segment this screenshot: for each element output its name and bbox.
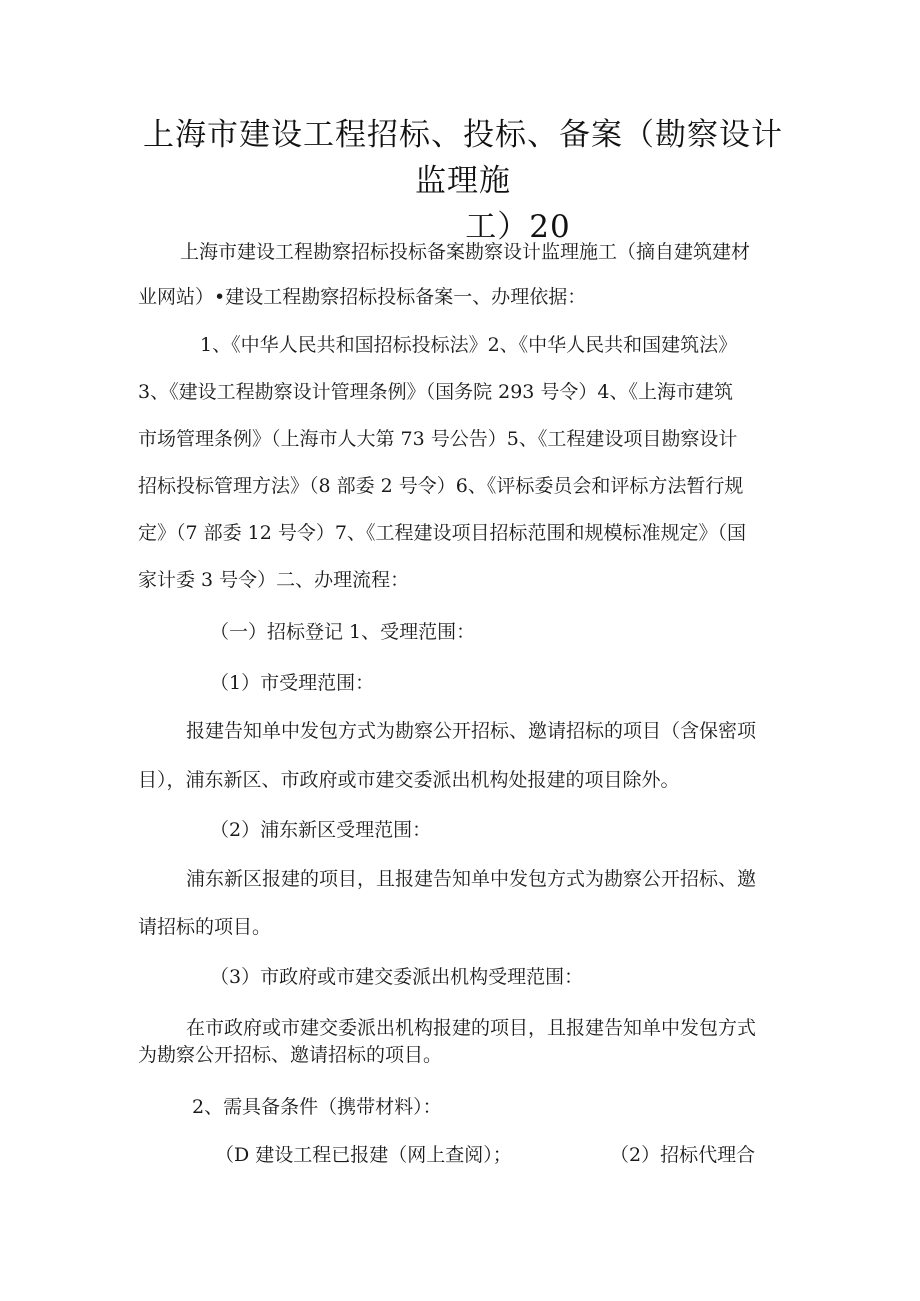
scope-gov-line-1: 在市政府或市建交委派出机构报建的项目，且报建告知单中发包方式 <box>186 1017 757 1039</box>
basis-line-4: 招标投标管理方法》（8 部委 2 号令）6、《评标委员会和评标方法暂行规 <box>138 475 744 497</box>
scope-city-heading: （1）市受理范围： <box>210 672 375 694</box>
scope-pudong-line-1: 浦东新区报建的项目，且报建告知单中发包方式为勘察公开招标、邀 <box>186 868 757 890</box>
requirement-item-1: （D 建设工程已报建（网上查阅）； <box>215 1144 512 1166</box>
scope-pudong-line-2: 请招标的项目。 <box>138 916 272 938</box>
scope-gov-line-2: 为勘察公开招标、邀请招标的项目。 <box>138 1044 443 1066</box>
requirement-item-2: （2）招标代理合 <box>610 1144 756 1166</box>
intro-line-2: 业网站）•建设工程勘察招标投标备案一、办理依据： <box>138 286 587 308</box>
title-line-1: 上海市建设工程招标、投标、备案（勘察设计监理施 <box>143 117 783 199</box>
title-line-2: 工）20 <box>465 209 571 245</box>
scope-gov-heading: （3）市政府或市建交委派出机构受理范围： <box>210 966 584 988</box>
basis-line-5: 定》（7 部委 12 号令）7、《工程建设项目招标范围和规模标准规定》（国 <box>138 522 746 544</box>
basis-line-6: 家计委 3 号令）二、办理流程： <box>138 569 410 591</box>
scope-pudong-heading: （2）浦东新区受理范围： <box>210 819 432 841</box>
intro-line-1: 上海市建设工程勘察招标投标备案勘察设计监理施工（摘自建筑建材 <box>180 241 751 263</box>
scope-city-line-1: 报建告知单中发包方式为勘察公开招标、邀请招标的项目（含保密项 <box>186 720 757 742</box>
step-1-heading: （一）招标登记 1、受理范围： <box>210 621 476 643</box>
basis-line-3: 市场管理条例》（上海市人大第 73 号公告）5、《工程建设项目勘察设计 <box>138 428 738 450</box>
basis-line-2: 3、《建设工程勘察设计管理条例》（国务院 293 号令）4、《上海市建筑 <box>138 381 734 403</box>
scope-city-line-2: 目），浦东新区、市政府或市建交委派出机构处报建的项目除外。 <box>138 769 680 791</box>
requirements-heading: 2、需具备条件（携带材料）： <box>192 1096 442 1118</box>
basis-line-1: 1、《中华人民共和国招标投标法》2、《中华人民共和国建筑法》 <box>200 334 738 356</box>
